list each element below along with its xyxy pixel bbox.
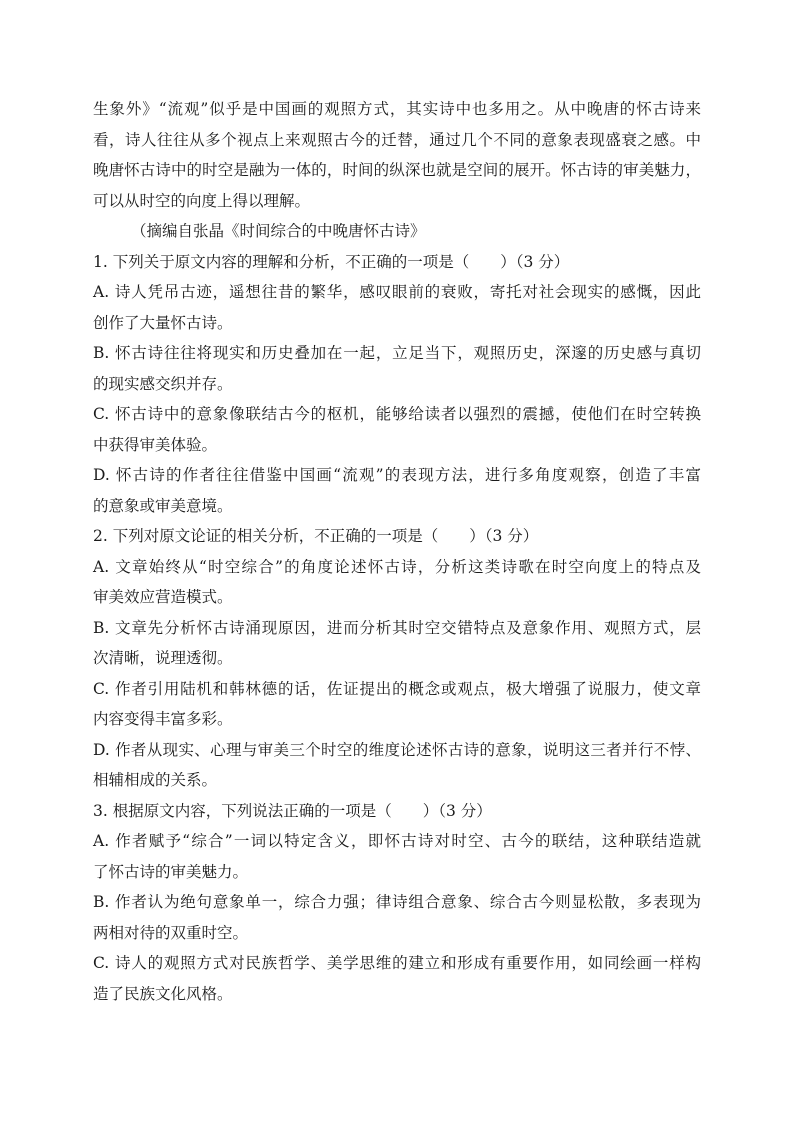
option-a-continued: 创作了大量怀古诗。	[93, 313, 233, 332]
option-d: D. 怀古诗的作者往往借鉴中国画“流观”的表现方法，进行多角度观察，创造了丰富	[93, 466, 701, 484]
option-c: C. 诗人的观照方式对民族哲学、美学思维的建立和形成有重要作用，如同绘画一样构	[93, 954, 701, 972]
option-b-continued: 次清晰，说理透彻。	[93, 649, 233, 667]
option-d-continued: 相辅相成的关系。	[93, 771, 218, 789]
option-a: A. 文章始终从“时空综合”的角度论述怀古诗，分析这类诗歌在时空向度上的特点及	[93, 557, 701, 576]
option-b: B. 怀古诗往往将现实和历史叠加在一起，立足当下，观照历史，深邃的历史感与真切	[93, 344, 701, 362]
passage-line: 看，诗人往往从多个视点上来观照古今的迁替，通过几个不同的意象表现盛衰之感。中	[93, 130, 701, 149]
option-c: C. 怀古诗中的意象像联结古今的枢机，能够给读者以强烈的震撼，使他们在时空转换	[93, 405, 701, 423]
option-b: B. 作者认为绝句意象单一，综合力强；律诗组合意象、综合古今则显松散，多表现为	[93, 893, 701, 911]
option-a: A. 诗人凭吊古迹，遥想往昔的繁华，感叹眼前的衰败，寄托对社会现实的感慨，因此	[93, 283, 701, 301]
question-3	[93, 796, 701, 1010]
option-a-continued: 了怀古诗的审美魅力。	[93, 862, 249, 881]
passage	[93, 94, 701, 247]
option-c-continued: 造了民族文化风格。	[93, 984, 233, 1003]
option-c-continued: 中获得审美体验。	[93, 435, 218, 454]
option-b-continued: 两相对待的双重时空。	[93, 923, 249, 942]
question-stem: 1. 下列关于原文内容的理解和分析，不正确的一项是（ ）（3 分）	[93, 252, 570, 271]
option-c-continued: 内容变得丰富多彩。	[93, 710, 233, 728]
option-b: B. 文章先分析怀古诗涌现原因，进而分析其时空交错特点及意象作用、观照方式，层	[93, 618, 701, 637]
passage-source: （摘编自张晶《时间综合的中晚唐怀古诗》	[131, 222, 426, 240]
option-c: C. 作者引用陆机和韩林德的话，佐证提出的概念或观点，极大增强了说服力，使文章	[93, 679, 701, 698]
passage-line: 生象外》“流观”似乎是中国画的观照方式，其实诗中也多用之。从中晚唐的怀古诗来	[93, 100, 701, 118]
question-stem: 3. 根据原文内容，下列说法正确的一项是（ ）（3 分）	[93, 801, 492, 820]
option-d: D. 作者从现实、心理与审美三个时空的维度论述怀古诗的意象，说明这三者并行不悖、	[93, 740, 701, 759]
passage-line: 晚唐怀古诗中的时空是融为一体的，时间的纵深也就是空间的展开。怀古诗的审美魅力，	[93, 161, 701, 179]
passage-line: 可以从时空的向度上得以理解。	[93, 191, 311, 210]
document-page	[93, 94, 701, 1009]
question-2	[93, 521, 701, 796]
option-a: A. 作者赋予“综合”一词以特定含义，即怀古诗对时空、古今的联结，这种联结造就	[93, 832, 701, 850]
option-b-continued: 的现实感交织并存。	[93, 374, 233, 393]
question-1	[93, 247, 701, 522]
option-d-continued: 的意象或审美意境。	[93, 496, 233, 515]
option-a-continued: 审美效应营造模式。	[93, 588, 233, 606]
question-stem: 2. 下列对原文论证的相关分析，不正确的一项是（ ）（3 分）	[93, 527, 539, 545]
